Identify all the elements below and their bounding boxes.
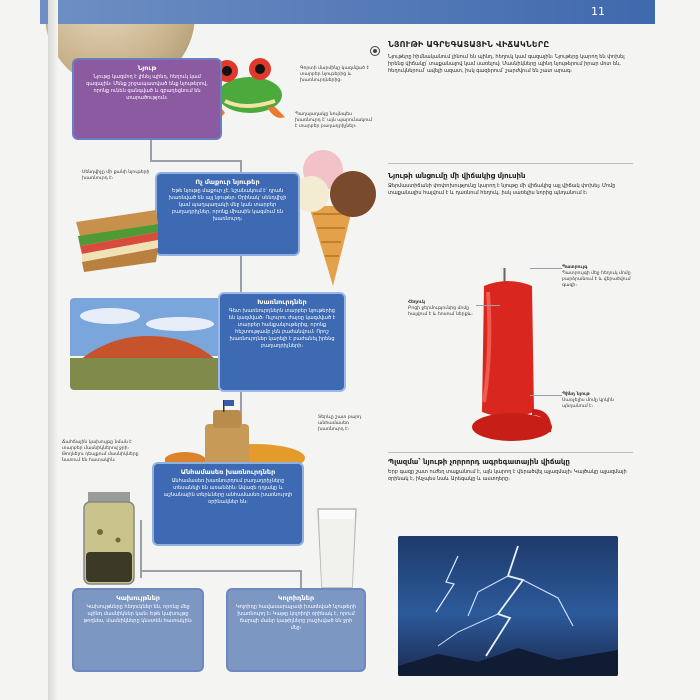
label-liquid	[408, 300, 476, 318]
label-solid-text: Սառչելիս մոմը կրկին պնդանում է։	[562, 398, 614, 409]
connector-line	[240, 256, 242, 294]
label-solid-title: Պինդ նյութ	[562, 392, 590, 397]
card-heterogeneous	[152, 462, 304, 546]
card-title: Խառնուրդներ	[257, 298, 307, 306]
card-title: Կախույթներ	[116, 594, 160, 602]
connector-line	[150, 160, 240, 162]
section-heading-plasma: Պլազմա՝ նյութի չորրորդ ագրեգատային վիճակը	[388, 458, 570, 466]
label-line	[476, 305, 500, 306]
lightning-image	[398, 536, 618, 676]
section-heading-changes: Նյութի անցումը մի վիճակից մյուսին	[388, 172, 526, 180]
uluru-image	[70, 298, 226, 390]
label-wick-title: Պատրույգ	[562, 265, 588, 270]
sandwich-image	[72, 206, 162, 274]
connector-line	[300, 570, 302, 588]
section-paragraph-changes: Ջերմաստիճանի փոփոխությունը կարող է նյութը մի վիճակից այլ վիճակ փոխել։ Մոմը տաքանալիս հալվում է և դառնում հեղուկ, իսկ սառելիս նորից պնդանում է։	[388, 183, 616, 196]
label-line	[530, 395, 562, 396]
card-text: Եթե նյութը մաքուր չէ, նշանակում է՝ դրան խառնված են այլ նյութեր։ Օրինակ՝ սենդվիչի կամ պաղպաղակի մեջ կան տարբեր բաղադրիչներ, որոնք միասին կազմում են խառնուրդ։	[168, 188, 287, 222]
card-impure	[155, 172, 300, 256]
label-wick	[562, 265, 632, 289]
jar-image	[80, 492, 138, 587]
page-spine	[48, 0, 58, 700]
note-sandwich: Սենդվիչը մի քանի նյութերի խառնուրդ է։	[82, 170, 150, 181]
card-title: Անհամասեռ խառնուրդներ	[180, 468, 276, 476]
card-suspensions	[72, 588, 204, 672]
section-heading-states: ՆՅՈՒԹԻ ԱԳՐԵԳԱՏԱՅԻՆ ՎԻՃԱԿՆԵՐԸ	[388, 40, 550, 49]
card-title: Նյութ	[137, 64, 157, 72]
milk-glass-image	[312, 505, 362, 590]
connector-line	[150, 140, 152, 160]
right-column-plasma	[388, 458, 633, 491]
section-paragraph-states: Նյութերը հիմնականում լինում են պինդ, հեղուկ կամ գազային։ Նյութերը կարող են փոխել իրենց վիճակը՝ տաքանալով կամ սառելով։ Մասնիկները պինդ նյութերում իրար մոտ են, հեղուկներում՝ ավելի ազատ, իսկ գազերում՝ շարժվում են շատ արագ։	[388, 54, 625, 74]
section-paragraph-plasma: Երբ գազը շատ ուժեղ տաքանում է, այն կարող է վերածվել պլազմայի։ Կայծակը պլազմայի օրինակ է, ինչպես նաև Արեգակը և աստղերը։	[388, 469, 627, 482]
card-text: Անհամասեռ խառնուրդում բաղադրիչները տեսանելի են առանձին։ Ավազե դղյակը և աշնանային տերևները անհամասեռ խառնուրդի օրինակներ են։	[163, 478, 293, 505]
candle-image	[470, 262, 560, 447]
label-liquid-text: Բոցի ջերմությունից մոմը հալվում է և հոսում ներքև։	[408, 306, 473, 317]
connector-line	[140, 570, 300, 572]
card-text: Նյութը կազմող է լինել պինդ, հեղուկ կամ գազային։ Մենք շրջապատված ենք նյութերով, որոնք ունեն զանգված և զբաղեցնում են տարածություն։	[86, 74, 208, 101]
card-title: Ոչ մաքուր նյութեր	[195, 178, 260, 186]
card-mixtures	[218, 292, 346, 392]
right-column	[388, 40, 633, 83]
note-frog: Գորտի մարմինը կազմված է տարբեր նյութերից և խառնուրդներից։	[300, 66, 369, 83]
label-line	[530, 268, 562, 269]
top-banner	[40, 0, 655, 24]
card-text: Կոլոիդը հավասարաչափ խառնված նյութերի խառնուրդ է։ Կաթը կոլոիդի օրինակ է, որում ճարպի մանր կաթիլները բաշխված են ջրի մեջ։	[235, 604, 357, 631]
note-leaves: Տերևը շատ բարդ անհամասեռ խառնուրդ է։	[318, 415, 362, 432]
page-number: 11	[591, 5, 605, 18]
divider	[388, 452, 633, 453]
card-colloids	[226, 588, 366, 672]
note-icecream: Պաղպաղակը նույնպես խառնուրդ է՝ այն պարունակում է տարբեր բաղադրիչներ։	[295, 112, 373, 129]
right-column-changes	[388, 172, 633, 205]
card-text: Գետ խառնուրդներն տարբեր նյութերից են կազմված։ Ուլուրու ժայռը կազմված է տարբեր հանքանյութերից, որոնք հեշտությամբ չեն բաժանվում։ Որոշ խառնուրդներ կարելի է բաժանել իրենց բաղադրիչների։	[228, 308, 336, 349]
divider	[388, 163, 633, 164]
label-liquid-title: Հեղուկ	[408, 300, 425, 305]
note-jar: Ճահճային կախույթը նման է տարբեր մասնիկներով ջրի։ Թողնելու դեպքում մասնիկները նստում են հատակին։	[62, 440, 139, 463]
card-title: Կոլոիդներ	[277, 594, 315, 602]
label-wick-text: Պատրույգի մեջ հեղուկ մոմը բարձրանում է և վերածվում գազի։	[562, 271, 631, 288]
section-icon	[370, 46, 380, 56]
label-solid	[562, 392, 632, 410]
card-text: Կախույթները հեղուկներ են, որոնց մեջ պինդ մասնիկներ կան։ Եթե կախույթը թողնես, մասնիկները կնստեն հատակին։	[83, 604, 193, 624]
card-matter	[72, 58, 222, 140]
